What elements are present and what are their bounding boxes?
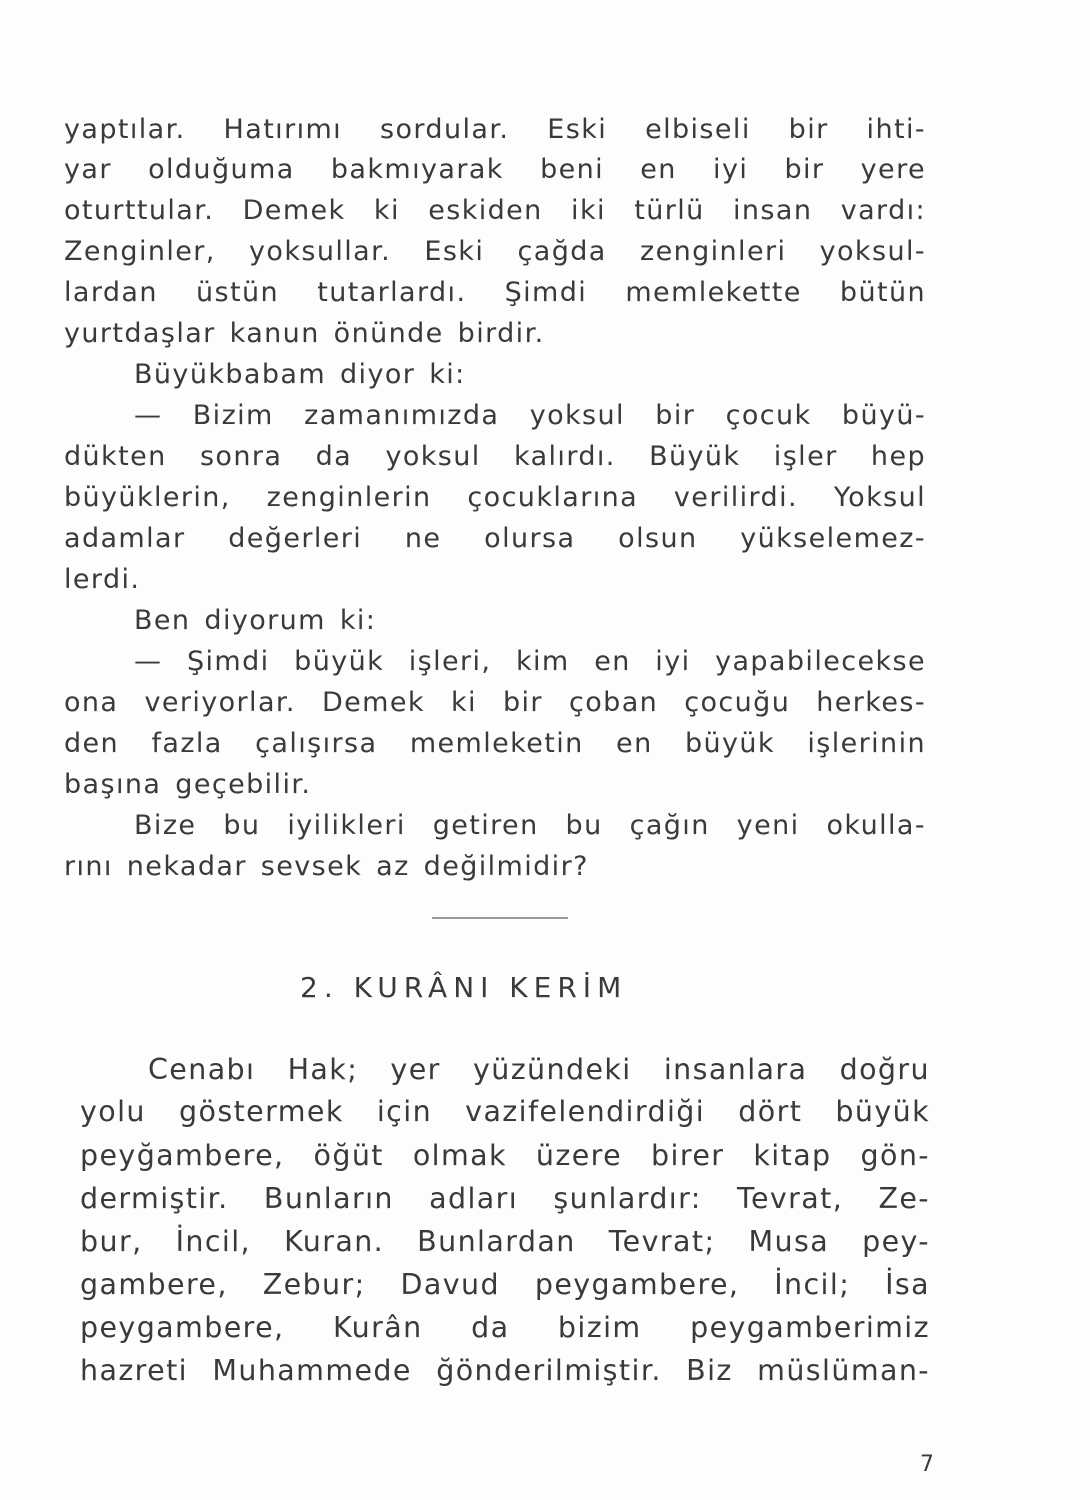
text-line: yurtdaşlar kanun önünde birdir. xyxy=(64,318,545,349)
text-line: — Şimdi büyük işleri, kim en iyi yapabilecekse xyxy=(134,646,926,677)
text-line: Büyükbabam diyor ki: xyxy=(134,359,466,390)
text-line: Zenginler, yoksullar. Eski çağda zenginleri yoksul- xyxy=(64,236,926,267)
section-heading: 2. KURÂNI KERİM xyxy=(300,971,628,1004)
text-line: dermiştir. Bunların adları şunlardır: Tevrat, Ze- xyxy=(80,1182,930,1215)
text-line: peyğambere, öğüt olmak üzere birer kitap gön- xyxy=(80,1139,930,1172)
text-line: büyüklerin, zenginlerin çocuklarına verilirdi. Yoksul xyxy=(64,482,926,513)
section-divider xyxy=(432,917,568,919)
text-line: rını nekadar sevsek az değilmidir? xyxy=(64,851,589,882)
text-line: peygambere, Kurân da bizim peygamberimiz xyxy=(80,1311,930,1344)
text-line: oturttular. Demek ki eskiden iki türlü insan vardı: xyxy=(64,195,926,226)
text-line: yar olduğuma bakmıyarak beni en iyi bir yere xyxy=(64,154,926,185)
text-line: yolu göstermek için vazifelendirdiği dört büyük xyxy=(80,1095,930,1128)
text-line: başına geçebilir. xyxy=(64,769,312,800)
text-line: den fazla çalışırsa memleketin en büyük işlerinin xyxy=(64,728,926,759)
page-number: 7 xyxy=(920,1452,934,1477)
text-line: ona veriyorlar. Demek ki bir çoban çocuğu herkes- xyxy=(64,687,926,718)
text-line: dükten sonra da yoksul kalırdı. Büyük işler hep xyxy=(64,441,926,472)
text-line: yaptılar. Hatırımı sordular. Eski elbiseli bir ihti- xyxy=(64,114,926,145)
text-line: bur, İncil, Kuran. Bunlardan Tevrat; Musa pey- xyxy=(80,1225,930,1258)
text-line: Bize bu iyilikleri getiren bu çağın yeni okulla- xyxy=(134,810,926,841)
text-line: lerdi. xyxy=(64,564,141,595)
text-line: hazreti Muhammede ğönderilmiştir. Biz müslüman- xyxy=(80,1354,930,1387)
text-line: Ben diyorum ki: xyxy=(134,605,377,636)
text-line: Cenabı Hak; yer yüzündeki insanlara doğru xyxy=(148,1053,930,1086)
text-line: adamlar değerleri ne olursa olsun yükselemez- xyxy=(64,523,926,554)
text-line: — Bizim zamanımızda yoksul bir çocuk büyü- xyxy=(134,400,926,431)
text-line: lardan üstün tutarlardı. Şimdi memlekette bütün xyxy=(64,277,926,308)
text-line: gambere, Zebur; Davud peygambere, İncil; İsa xyxy=(80,1268,930,1301)
